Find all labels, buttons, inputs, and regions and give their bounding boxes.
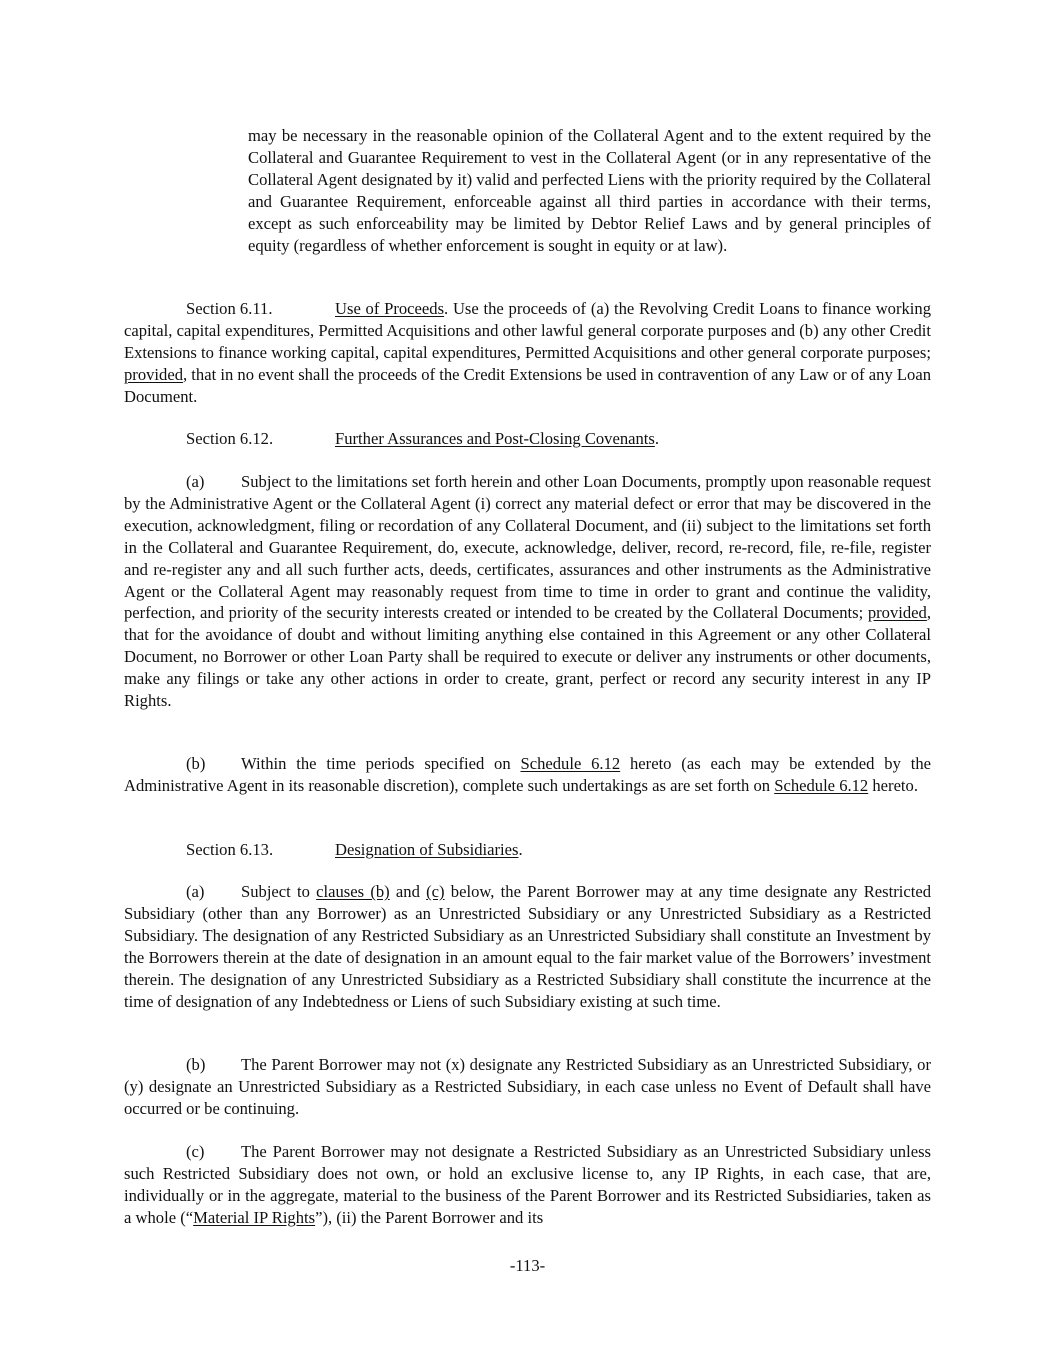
schedule-reference: Schedule 6.12 — [774, 775, 869, 795]
section-6-12-a: (a) Subject to the limitations set forth herein and other Loan Documents, promptly upon reasonable request by the Administrative Agent or the Collateral Agent (i) correct any material defect or error that may be discovered in the execution, acknowledgment, filing or recordation of any Collateral Document, and (ii) subject to the limitations set forth in the Collateral and Guarantee Requirement, do, execute, acknowledge, deliver, record, re-record, file, re-file, register and re-register any and all such further acts, deeds, certificates, assurances and other instruments as the Administrative Agent or the Collateral Agent may reasonably request from time to time in order to grant and continue the validity, perfection, and priority of the security interests created or intended to be created by the Collateral Documents; provided, that for the avoidance of doubt and without limiting anything else contained in this Agreement or any other Collateral Document, no Borrower or other Loan Party shall be required to execute or deliver any instruments or other documents, make any filings or take any other actions in order to create, grant, perfect or record any security interest in any IP Rights. — [124, 472, 931, 711]
section-number: Section 6.11. — [186, 299, 273, 318]
section-6-12-b: (b) Within the time periods specified on Schedule 6.12 hereto (as each may be extended by the Administrative Agent in its reasonable discretion), complete such undertakings as are set forth on Schedule 6.12 hereto. — [124, 754, 931, 795]
section-heading: Designation of Subsidiaries — [335, 840, 519, 859]
clause-reference: clauses (b) — [316, 882, 390, 901]
schedule-reference: Schedule 6.12 — [520, 754, 621, 773]
section-heading: Use of Proceeds — [335, 299, 445, 318]
section-6-13-b: (b) The Parent Borrower may not (x) designate any Restricted Subsidiary as an Unrestricted Subsidiary, or (y) designate an Unrestricted Subsidiary as a Restricted Subsidiary, in each case unless no Event of Default shall have occurred or be continuing. — [124, 1055, 931, 1118]
section-6-12-heading: Section 6.12. Further Assurances and Post-Closing Covenants. — [186, 429, 660, 448]
section-6-13-heading: Section 6.13. Designation of Subsidiaries. — [186, 840, 523, 859]
section-6-13-c: (c) The Parent Borrower may not designate a Restricted Subsidiary as an Unrestricted Subsidiary unless such Restricted Subsidiary does not own, or hold an exclusive license to, any IP Rights, in each case, that are, individually or in the aggregate, material to the business of the Parent Borrower and its Restricted Subsidiaries, taken as a whole (“Material IP Rights”), (ii) the Parent Borrower and its — [124, 1142, 931, 1227]
section-6-13-a: (a) Subject to clauses (b) and (c) below, the Parent Borrower may at any time designate any Restricted Subsidiary (other than any Borrower) as an Unrestricted Subsidiary or any Unrestricted Subsidiary as a Restricted Subsidiary. The designation of any Restricted Subsidiary as an Unrestricted Subsidiary shall constitute an Investment by the Borrowers therein at the date of designation in an amount equal to the fair market value of the Borrowers’ investment therein. The designation of any Unrestricted Subsidiary as a Restricted Subsidiary shall constitute the incurrence at the time of designation of any Indebtedness or Liens of such Subsidiary existing at such time. — [124, 882, 931, 1011]
section-number: Section 6.13. — [186, 840, 274, 859]
provided-term: provided — [867, 603, 927, 623]
defined-term: Material IP Rights — [193, 1207, 316, 1227]
clause-label: (b) — [186, 1055, 206, 1074]
clause-label: (b) — [186, 754, 206, 773]
section-number: Section 6.12. — [186, 429, 274, 448]
section-heading: Further Assurances and Post-Closing Covenants — [335, 429, 655, 448]
page-number: -113- — [509, 1256, 546, 1275]
section-6-11: Section 6.11. Use of Proceeds. Use the proceeds of (a) the Revolving Credit Loans to finance working capital, capital expenditures, Permitted Acquisitions and other lawful general corporate purposes and (b) any other Credit Extensions to finance working capital, capital expenditures, Permitted Acquisitions and other general corporate purposes; provided, that in no event shall the proceeds of the Credit Extensions be used in contravention of any Law or of any Loan Document. — [124, 299, 932, 406]
clause-label: (a) — [186, 472, 205, 491]
clause-label: (c) — [186, 1142, 205, 1161]
clause-reference: (c) — [426, 882, 445, 901]
clause-label: (a) — [186, 882, 205, 901]
provided-term: provided — [124, 364, 183, 384]
continuation-paragraph: may be necessary in the reasonable opinion of the Collateral Agent and to the extent required by the Collateral and Guarantee Requirement to vest in the Collateral Agent (or in any representative of the Collateral Agent designated by it) valid and perfected Liens with the priority required by the Collateral and Guarantee Requirement, enforceable against all third parties in accordance with their terms, except as such enforceability may be limited by Debtor Relief Laws and by general principles of equity (regardless of whether enforcement is sought in equity or at law). — [248, 126, 931, 255]
